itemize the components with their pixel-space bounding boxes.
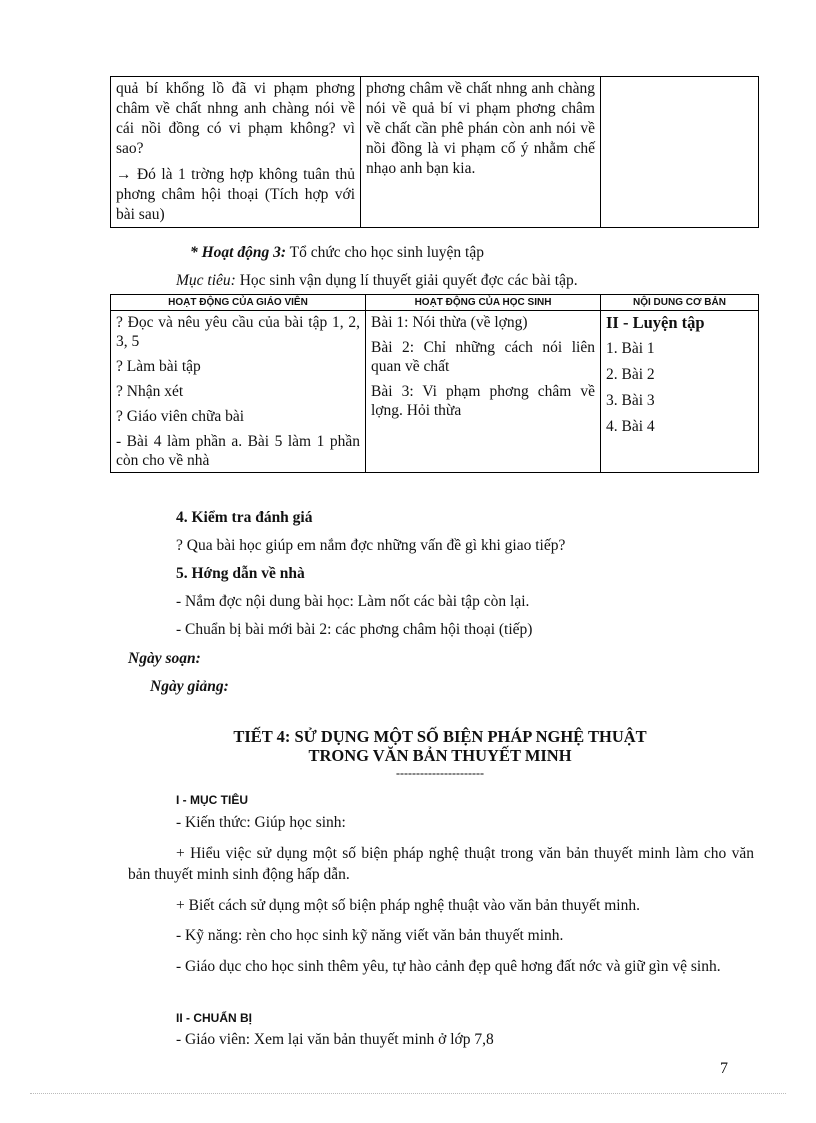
page-number: 7 — [720, 1060, 728, 1077]
cell-paragraph: ? Đọc và nêu yêu cầu của bài tập 1, 2, 3, 5 — [116, 314, 360, 350]
cell-paragraph: ? Giáo viên chữa bài — [116, 408, 245, 425]
activity-3-label: * Hoạt động 3: — [190, 244, 287, 261]
cell-paragraph: 3. Bài 3 — [606, 392, 655, 409]
continuation-table — [110, 76, 759, 228]
preparation-item: - Giáo viên: Xem lại văn bản thuyết minh ở lớp 7,8 — [176, 1031, 494, 1048]
goal-line — [176, 271, 578, 291]
cell-paragraph: → Đó là 1 trờng hợp không tuân thủ phơng châm hội thoại (Tích hợp với bài sau) — [116, 166, 355, 223]
objective-item: + Hiểu việc sử dụng một số biện pháp nghệ thuật trong văn bản thuyết minh làm cho văn bản thuyết minh sinh động hấp dẫn. — [128, 845, 754, 883]
section-preparation-title: II - CHUẨN BỊ — [176, 1011, 252, 1025]
title-separator: ---------------------- — [396, 766, 484, 780]
column-header: HOẠT ĐỘNG CỦA HỌC SINH — [366, 295, 601, 311]
objective-item: + Biết cách sử dụng một số biện pháp nghệ thuật vào văn bản thuyết minh. — [176, 897, 640, 914]
section-objectives-title: I - MỤC TIÊU — [176, 793, 248, 807]
table-header-row — [111, 295, 759, 311]
section-4-text: ? Qua bài học giúp em nắm đợc những vấn đề gì khi giao tiếp? — [176, 537, 566, 554]
activity-3-line — [190, 243, 484, 263]
cell-paragraph: Bài 2: Chỉ những cách nói liên quan về chất — [371, 339, 595, 375]
table-row — [111, 311, 759, 473]
practice-table — [110, 294, 759, 473]
cell-paragraph: 2. Bài 2 — [606, 366, 655, 383]
student-activity-cell — [366, 311, 601, 473]
activity-3-text: Tổ chức cho học sinh luyện tập — [289, 244, 484, 261]
column-header: NỘI DUNG CƠ BẢN — [601, 295, 759, 311]
lesson-title-line-1: TIẾT 4: SỬ DỤNG MỘT SỐ BIỆN PHÁP NGHỆ THUẬT — [233, 727, 647, 746]
cell-paragraph: - Bài 4 làm phần a. Bài 5 làm 1 phần còn cho về nhà — [116, 433, 360, 469]
column-header: HOẠT ĐỘNG CỦA GIÁO VIÊN — [111, 295, 366, 311]
practice-title: II - Luyện tập — [606, 313, 705, 332]
cell-paragraph: Bài 1: Nói thừa (về lợng) — [371, 314, 528, 331]
cell-paragraph: 4. Bài 4 — [606, 418, 655, 435]
teacher-activity-cell — [111, 77, 361, 228]
goal-label: Mục tiêu: — [176, 272, 236, 289]
teacher-activity-cell — [111, 311, 366, 473]
content-cell — [601, 77, 759, 228]
date-prepared: Ngày soạn: — [128, 650, 201, 667]
section-4-title: 4. Kiểm tra đánh giá — [176, 509, 313, 526]
cell-paragraph: ? Nhận xét — [116, 383, 184, 400]
section-5-item: - Chuẩn bị bài mới bài 2: các phơng châm hội thoại (tiếp) — [176, 621, 533, 638]
objective-item: - Kiến thức: Giúp học sinh: — [176, 814, 346, 831]
objective-item: - Kỹ năng: rèn cho học sinh kỹ năng viết văn bản thuyết minh. — [176, 927, 564, 944]
cell-paragraph: ? Làm bài tập — [116, 358, 201, 375]
cell-paragraph: 1. Bài 1 — [606, 340, 655, 357]
cell-paragraph: Bài 3: Vi phạm phơng châm về lợng. Hỏi thừa — [371, 383, 595, 419]
cell-paragraph: phơng châm về chất nhng anh chàng nói về quả bí vi phạm phơng châm về chất cần phê phán còn anh nói về nồi đồng là vi phạm cố ý nhằm chế nhạo anh bạn kia. — [366, 80, 595, 177]
date-taught: Ngày giảng: — [150, 678, 229, 695]
lesson-title-line-2: TRONG VĂN BẢN THUYẾT MINH — [308, 746, 572, 765]
objective-item: - Giáo dục cho học sinh thêm yêu, tự hào cảnh đẹp quê hơng đất nớc và giữ gìn vệ sinh. — [176, 958, 721, 975]
section-5-title: 5. Hớng dẫn về nhà — [176, 565, 305, 582]
content-cell — [601, 311, 759, 473]
table-row — [111, 77, 759, 228]
section-5-item: - Nắm đợc nội dung bài học: Làm nốt các bài tập còn lại. — [176, 593, 530, 610]
goal-text: Học sinh vận dụng lí thuyết giải quyết đợc các bài tập. — [239, 272, 578, 289]
cell-paragraph: quả bí khổng lồ đã vi phạm phơng châm về chất nhng anh chàng nói về cái nồi đồng có vi phạm không? vì sao? — [116, 80, 355, 157]
student-activity-cell — [361, 77, 601, 228]
page-bottom-divider — [30, 1093, 786, 1094]
